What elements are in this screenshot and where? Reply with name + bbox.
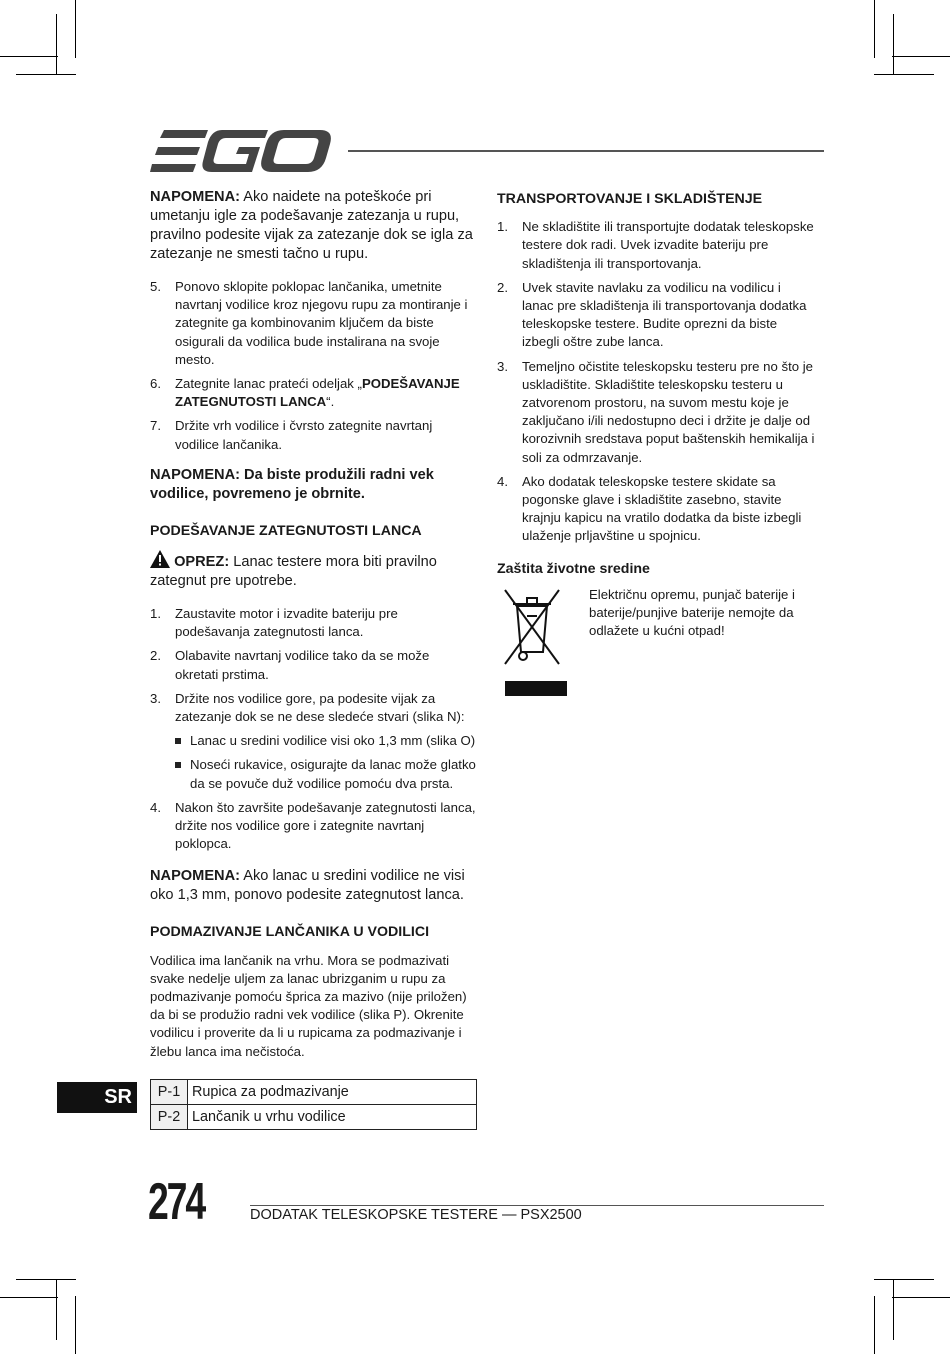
list-item	[497, 279, 815, 352]
note-text: Da biste produžili radni vek vodilice, povremeno je obrnite.	[150, 466, 434, 502]
step-text: Ponovo sklopite poklopac lančanika, umetnite navrtanj vodilice kroz njegovu rupu za montiranje i zategnite ga kombinovanim ključem da biste osigurali da vodilica bude instalirana na svoje mesto.	[175, 279, 468, 367]
step-number: 4.	[150, 799, 161, 815]
step-text: Zategnite lanac prateći odeljak „	[175, 376, 362, 392]
footer-title: DODATAK TELESKOPSKE TESTERE — PSX2500	[250, 1207, 582, 1223]
caution	[150, 550, 476, 591]
step-number: 7.	[150, 418, 161, 434]
section-heading: PODEŠAVANJE ZATEGNUTOSTI LANCA	[150, 522, 422, 539]
left-column	[150, 188, 476, 1130]
bullet-item	[175, 756, 476, 792]
note	[150, 466, 476, 504]
crop-mark	[874, 0, 875, 58]
step-number: 5.	[150, 279, 161, 294]
language-tab: SR	[57, 1082, 137, 1113]
step-number: 3.	[497, 358, 508, 374]
crop-mark	[874, 1279, 934, 1280]
section-heading: TRANSPORTOVANJE I SKLADIŠTENJE	[497, 191, 763, 207]
step-text: Uvek stavite navlaku za vodilicu na vodilicu i lanac pre skladištenja ili transportovanja dodatka teleskopske testere. Budite oprezni da biste izbegli oštre zube lanca.	[522, 279, 807, 350]
crop-mark	[75, 1296, 76, 1354]
step-reference: PODEŠAVANJE ZATEGNUTOSTI LANCA	[175, 376, 460, 410]
list-item	[497, 358, 815, 467]
caution-text: Lanac testere mora biti pravilno zategnut pre upotrebe.	[150, 554, 437, 590]
table-row	[151, 1104, 477, 1129]
legend-label: Rupica za podmazivanje	[188, 1079, 477, 1104]
list-item	[497, 473, 815, 546]
ego-logo	[150, 130, 332, 172]
bullet-text: Lanac u sredini vodilice visi oko 1,3 mm (slika O)	[190, 733, 476, 749]
step-number: 1.	[497, 219, 508, 235]
right-column	[497, 188, 815, 704]
legend-code: P-2	[151, 1104, 188, 1129]
header-rule	[348, 150, 824, 152]
step-text: Nakon što završite podešavanje zategnutosti lanca, držite nos vodilice gore i zategnite navrtanj poklopca.	[175, 799, 476, 852]
note-text: Ako lanac u sredini vodilice ne visi oko 1,3 mm, ponovo podesite zategnutost lanca.	[150, 868, 465, 904]
step-text: Držite nos vodilice gore, pa podesite vijak za zatezanje dok se ne dese sledeće stvari (slika N):	[175, 690, 465, 725]
list-item	[150, 605, 476, 641]
crop-mark	[0, 1297, 58, 1298]
step-number: 1.	[150, 606, 161, 622]
bullet-list	[175, 732, 476, 793]
list-item	[497, 218, 815, 273]
crop-mark	[893, 1280, 894, 1340]
environment-text: Električnu opremu, punjač baterije i baterije/punjive baterije nemojte da odlažete u kućni otpad!	[589, 586, 795, 639]
section-heading: PODMAZIVANJE LANČANIKA U VODILICI	[150, 924, 430, 941]
wheelie-bin-crossed-icon	[497, 586, 589, 704]
crop-mark	[874, 1296, 875, 1354]
section-heading: Zaštita životne sredine	[497, 560, 650, 577]
crop-mark	[16, 74, 76, 75]
list-item	[150, 647, 476, 683]
step-number: 4.	[497, 473, 508, 489]
step-text: Zaustavite motor i izvadite bateriju pre podešavanja zategnutosti lanca.	[175, 606, 398, 640]
crop-mark	[16, 1279, 76, 1280]
step-text: Olabavite navrtanj vodilice tako da se može okretati prstima.	[175, 648, 430, 682]
body-paragraph: Vodilica ima lančanik na vrhu. Mora se podmazivati svake nedelje uljem za lanac ubrizganim u rupu za podmazivanje pomoću šprica za mazivo (nije priložen) da bi se produžio radni vek vodilice (slika P). Okrenite vodilicu i proverite da li u rupicama za podmazivanje i žlebu lanca ima nečistoća.	[150, 952, 467, 1059]
note-label: NAPOMENA:	[150, 466, 240, 483]
crop-mark	[874, 74, 934, 75]
step-number: 6.	[150, 376, 161, 392]
step-text: “.	[326, 394, 335, 410]
crop-mark	[75, 0, 76, 58]
crop-mark	[893, 14, 894, 74]
step-text: Držite vrh vodilice i čvrsto zategnite navrtanj vodilice lančanika.	[175, 418, 433, 452]
step-number: 3.	[150, 690, 161, 706]
square-bullet-icon	[175, 762, 181, 768]
legend-table	[150, 1079, 477, 1130]
note-text: Ako naidete na poteškoće pri umetanju igle za podešavanje zatezanja u rupu, pravilno podesite vijak za zatezanje dok se igla za zatezanje ne smesti tačno u rupu.	[150, 189, 473, 262]
crop-mark	[892, 1297, 950, 1298]
list-item	[150, 799, 476, 854]
footer-rule	[250, 1205, 824, 1206]
crop-mark	[892, 56, 950, 57]
note-label: NAPOMENA:	[150, 189, 240, 205]
bullet-item	[175, 732, 476, 750]
note	[150, 188, 476, 264]
note-label: NAPOMENA:	[150, 868, 240, 885]
steps-list	[150, 605, 476, 853]
step-number: 2.	[497, 279, 508, 295]
list-item	[150, 278, 476, 369]
list-item	[150, 375, 476, 411]
step-text: Ne skladištite ili transportujte dodatak teleskopske testere dok radi. Uvek izvadite bateriju pre skladištenja ili transportovanja.	[522, 219, 814, 271]
caution-label: OPREZ:	[174, 554, 230, 571]
legend-label: Lančanik u vrhu vodilice	[188, 1104, 477, 1129]
steps-list	[150, 278, 476, 454]
crop-mark	[0, 56, 58, 57]
legend-code: P-1	[151, 1079, 188, 1104]
square-bullet-icon	[175, 738, 181, 744]
step-text: Temeljno očistite teleskopsku testeru pre no što je uskladištite. Skladištite teleskopsku testeru u zatvorenom prostoru, na suvom mestu koje je zaključano i/ili nedostupno deci i držite je dalje od korozivnih sredstava poput baštenskih hemikalija i soli za odmrzavanje.	[522, 358, 815, 465]
step-text: Ako dodatak teleskopske testere skidate sa pogonske glave i skladištite zasebno, stavite krajnju kapicu na vratilo dodatka da biste izbegli ulaženje prljavštine u spojnicu.	[522, 473, 802, 544]
bullet-text: Noseći rukavice, osigurajte da lanac može glatko da se povuče duž vodilice pomoću dva prsta.	[190, 757, 476, 791]
list-item	[150, 417, 476, 453]
steps-list	[497, 218, 815, 545]
page-number: 274	[148, 1173, 204, 1231]
crop-mark	[56, 14, 57, 74]
warning-icon	[150, 550, 170, 568]
note	[150, 867, 476, 905]
step-number: 2.	[150, 648, 161, 664]
list-item	[150, 690, 476, 793]
environment-notice	[497, 586, 815, 704]
crop-mark	[56, 1280, 57, 1340]
table-row	[151, 1079, 477, 1104]
